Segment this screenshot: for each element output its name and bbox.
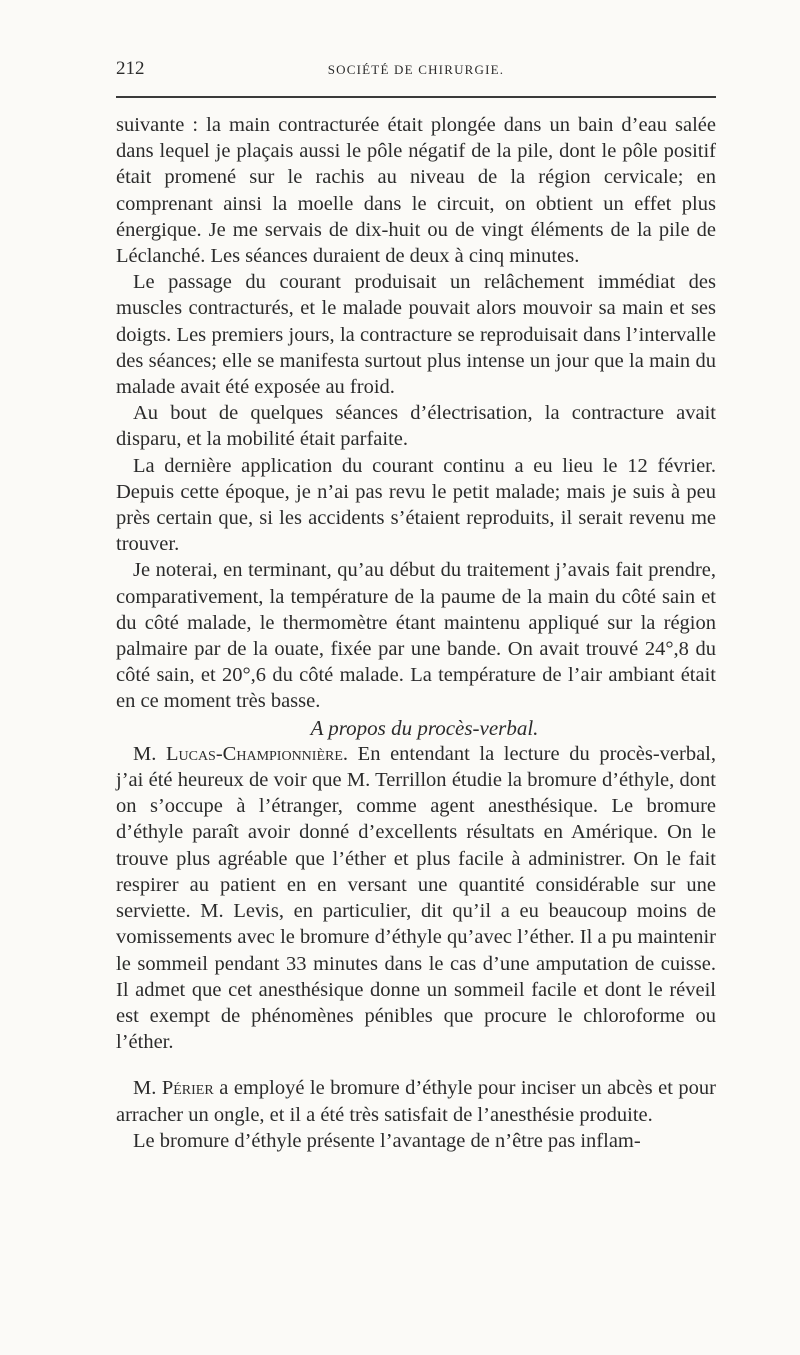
paragraph: Au bout de quelques séances d’électrisation, la contracture avait disparu, et la mobilité était parfaite.	[116, 402, 716, 451]
speaker-text: a employé le bromure d’éthyle pour inciser un abcès et pour arracher un ongle, et il a été très satisfait de l’anesthésie produite.	[116, 1077, 716, 1126]
paragraph-perier	[116, 1075, 716, 1127]
body-text	[116, 112, 716, 1154]
paragraph: La dernière application du courant continu a eu lieu le 12 février. Depuis cette époque, je n’ai pas revu le petit malade; mais je suis à peu près certain que, si les accidents s’étaient reproduits, il serait revenu me trouver.	[116, 454, 716, 556]
running-title: SOCIÉTÉ DE CHIRURGIE.	[327, 62, 505, 77]
speaker-name: M. Lucas-Championnière.	[133, 742, 349, 765]
paragraph-lucas-championniere	[116, 741, 716, 1055]
paragraph: suivante : la main contracturée était plongée dans un bain d’eau salée dans lequel je plaçais aussi le pôle négatif de la pile, dont le pôle positif était promené sur le rachis au niveau de la région cervicale; en comprenant ainsi la moelle dans le circuit, on obtient un effet plus énergique. Je me servais de dix-huit ou de vingt éléments de la pile de Léclanché. Les séances duraient de deux à cinq minutes.	[116, 114, 716, 268]
paragraph: Le passage du courant produisait un relâchement immédiat des muscles contracturés, et le malade pouvait alors mouvoir sa main et ses doigts. Les premiers jours, la contracture se reproduisait dans l’intervalle des séances; elle se manifesta surtout plus intense un jour que la main du malade avait été exposée au froid.	[116, 271, 716, 399]
section-heading: A propos du procès-verbal.	[310, 715, 539, 740]
speaker-text: En entendant la lecture du procès-verbal, j’ai été heureux de voir que M. Terrillon étudie la bromure d’éthyle, dont on s’occupe à l’étranger, comme agent anesthésique. Le bromure d’éthyle paraît avoir donné d’excellents résultats en Amérique. On le trouve plus agréable que l’éther et plus facile à administrer. On le fait respirer au patient en en versant une quantité considérable sur une serviette. M. Levis, en particulier, dit qu’il a eu beaucoup moins de vomissements avec le bromure d’éthyle qu’avec l’éther. Il a pu maintenir le sommeil pendant 33 minutes dans le cas d’une amputation de cuisse. Il admet que cet anesthésique donne un sommeil facile et dont le réveil est exempt de phénomènes pénibles que procure le chloroforme ou l’éther.	[116, 742, 717, 1054]
paragraph: Je noterai, en terminant, qu’au début du traitement j’avais fait prendre, comparativement, la température de la paume de la main du côté sain et du côté malade, le thermomètre étant maintenu appliqué sur la région palmaire par de la ouate, fixée par une bande. On avait trouvé 24°,8 du côté sain, et 20°,6 du côté malade. La température de l’air ambiant était en ce moment très basse.	[116, 559, 716, 713]
page-header	[116, 58, 716, 82]
header-rule	[116, 96, 716, 98]
page-number: 212	[116, 58, 145, 79]
speaker-name: M. Périer	[133, 1077, 214, 1100]
paragraph: Le bromure d’éthyle présente l’avantage de n’être pas inflam-	[133, 1129, 641, 1152]
